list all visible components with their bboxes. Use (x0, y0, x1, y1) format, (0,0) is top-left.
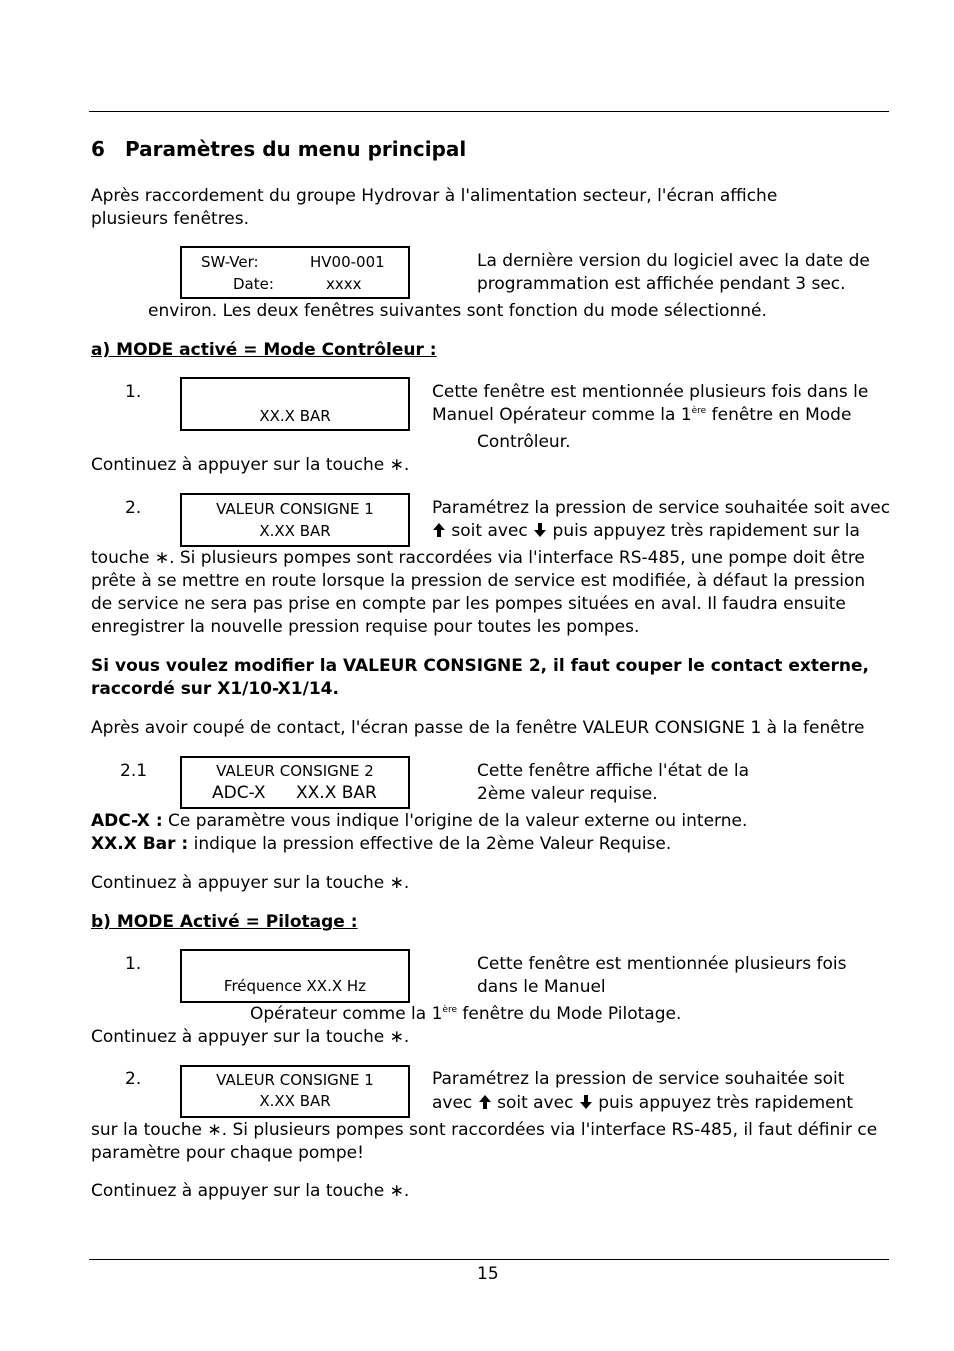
a-item21-display (180, 756, 410, 809)
a-item2-para-2: prête à se mettre en route lorsque la pression de service est modifiée, à défaut la pression (91, 571, 866, 591)
setpoint2-warning-2: raccordé sur X1/10-X1/14. (91, 679, 339, 699)
b-item2-desc-2: avec soit avec puis appuyez très rapidement (432, 1093, 854, 1113)
b-item2-para-2: paramètre pour chaque pompe! (91, 1143, 364, 1163)
setpoint2-warning-1: Si vous voulez modifier la VALEUR CONSIGNE 2, il faut couper le contact externe, (91, 656, 869, 676)
b-continue-1: Continuez à appuyer sur la touche ∗. (91, 1027, 410, 1047)
arrow-down-icon (579, 1094, 593, 1110)
arrow-up-icon (478, 1094, 492, 1110)
arrow-up-icon (432, 522, 446, 538)
a-continue-2: Continuez à appuyer sur la touche ∗. (91, 873, 410, 893)
b-item1-desc-2: dans le Manuel (477, 977, 606, 997)
b-item1-desc-3: Opérateur comme la 1ère fenêtre du Mode Pilotage. (250, 1004, 682, 1024)
a-item1-display (180, 377, 410, 431)
a-item2-display-line2: X.XX BAR (259, 522, 331, 540)
section-b-title: b) MODE Activé = Pilotage : (91, 912, 358, 932)
a-item2-display (180, 493, 410, 547)
a-item1-desc-2: Manuel Opérateur comme la 1ère fenêtre en Mode (432, 405, 852, 425)
section-number: 6 (91, 137, 105, 161)
b-item1-number: 1. (125, 954, 142, 974)
b-item2-display-line2: X.XX BAR (259, 1092, 331, 1110)
arrow-down-icon (533, 522, 547, 538)
a-item2-para-3: de service ne sera pas prise en compte par les pompes situées en aval. Il faudra ensuite (91, 594, 846, 614)
b-item2-para-1: sur la touche ∗. Si plusieurs pompes sont raccordées via l'interface RS-485, il faut définir ce (91, 1120, 878, 1140)
sw-version-display (180, 246, 410, 299)
section-a-title: a) MODE activé = Mode Contrôleur : (91, 340, 437, 360)
a-item2-para-4: enregistrer la nouvelle pression requise pour toutes les pompes. (91, 617, 640, 637)
b-item2-display-line1: VALEUR CONSIGNE 1 (216, 1071, 374, 1089)
a-item1-number: 1. (125, 382, 142, 402)
sw-desc-3: environ. Les deux fenêtres suivantes sont fonction du mode sélectionné. (148, 301, 767, 321)
a-item1-desc-3: Contrôleur. (477, 432, 571, 452)
bottom-rule (89, 1259, 889, 1260)
b-item1-display (180, 949, 410, 1003)
a-item2-number: 2. (125, 498, 142, 518)
xx-bar-explanation: XX.X Bar : indique la pression effective de la 2ème Valeur Requise. (91, 834, 672, 854)
a-item21-desc-2: 2ème valeur requise. (477, 784, 658, 804)
a-continue-1: Continuez à appuyer sur la touche ∗. (91, 455, 410, 475)
b-item2-desc-1: Paramétrez la pression de service souhaitée soit (432, 1069, 845, 1089)
a-item21-number: 2.1 (120, 761, 148, 781)
top-rule (89, 111, 889, 112)
intro-line-2: plusieurs fenêtres. (91, 209, 250, 229)
section-title: Paramètres du menu principal (125, 137, 467, 161)
date-value: xxxx (326, 275, 362, 293)
a-item2-desc-2: soit avec puis appuyez très rapidement sur la (432, 520, 860, 543)
sw-desc-1: La dernière version du logiciel avec la date de (477, 251, 870, 271)
intro-line-1: Après raccordement du groupe Hydrovar à l'alimentation secteur, l'écran affiche (91, 186, 778, 206)
date-label: Date: (233, 275, 274, 293)
a-item2-para-1: touche ∗. Si plusieurs pompes sont raccordées via l'interface RS-485, une pompe doit être (91, 548, 865, 568)
adc-x-display: ADC-X (212, 783, 266, 803)
b-item2-display (180, 1065, 410, 1118)
a-item1-desc-1: Cette fenêtre est mentionnée plusieurs fois dans le (432, 382, 869, 402)
a-item2-display-line1: VALEUR CONSIGNE 1 (216, 500, 374, 518)
pressure-display: XX.X BAR (296, 783, 377, 803)
a-item1-display-text: XX.X BAR (259, 407, 331, 425)
section-heading (91, 137, 467, 161)
page-number: 15 (477, 1264, 499, 1284)
b-continue-2: Continuez à appuyer sur la touche ∗. (91, 1181, 410, 1201)
adc-x-explanation: ADC-X : Ce paramètre vous indique l'origine de la valeur externe ou interne. (91, 811, 748, 831)
a-item21-display-line1: VALEUR CONSIGNE 2 (216, 762, 374, 780)
sw-ver-label: SW-Ver: (201, 253, 259, 271)
after-cut-text: Après avoir coupé de contact, l'écran passe de la fenêtre VALEUR CONSIGNE 1 à la fenêtre (91, 718, 865, 738)
sw-ver-value: HV00-001 (310, 253, 385, 271)
b-item2-number: 2. (125, 1069, 142, 1089)
a-item21-desc-1: Cette fenêtre affiche l'état de la (477, 761, 749, 781)
b-item1-desc-1: Cette fenêtre est mentionnée plusieurs fois (477, 954, 847, 974)
a-item2-desc-1: Paramétrez la pression de service souhaitée soit avec (432, 498, 891, 518)
b-item1-display-text: Fréquence XX.X Hz (223, 977, 367, 995)
sw-desc-2: programmation est affichée pendant 3 sec. (477, 274, 846, 294)
